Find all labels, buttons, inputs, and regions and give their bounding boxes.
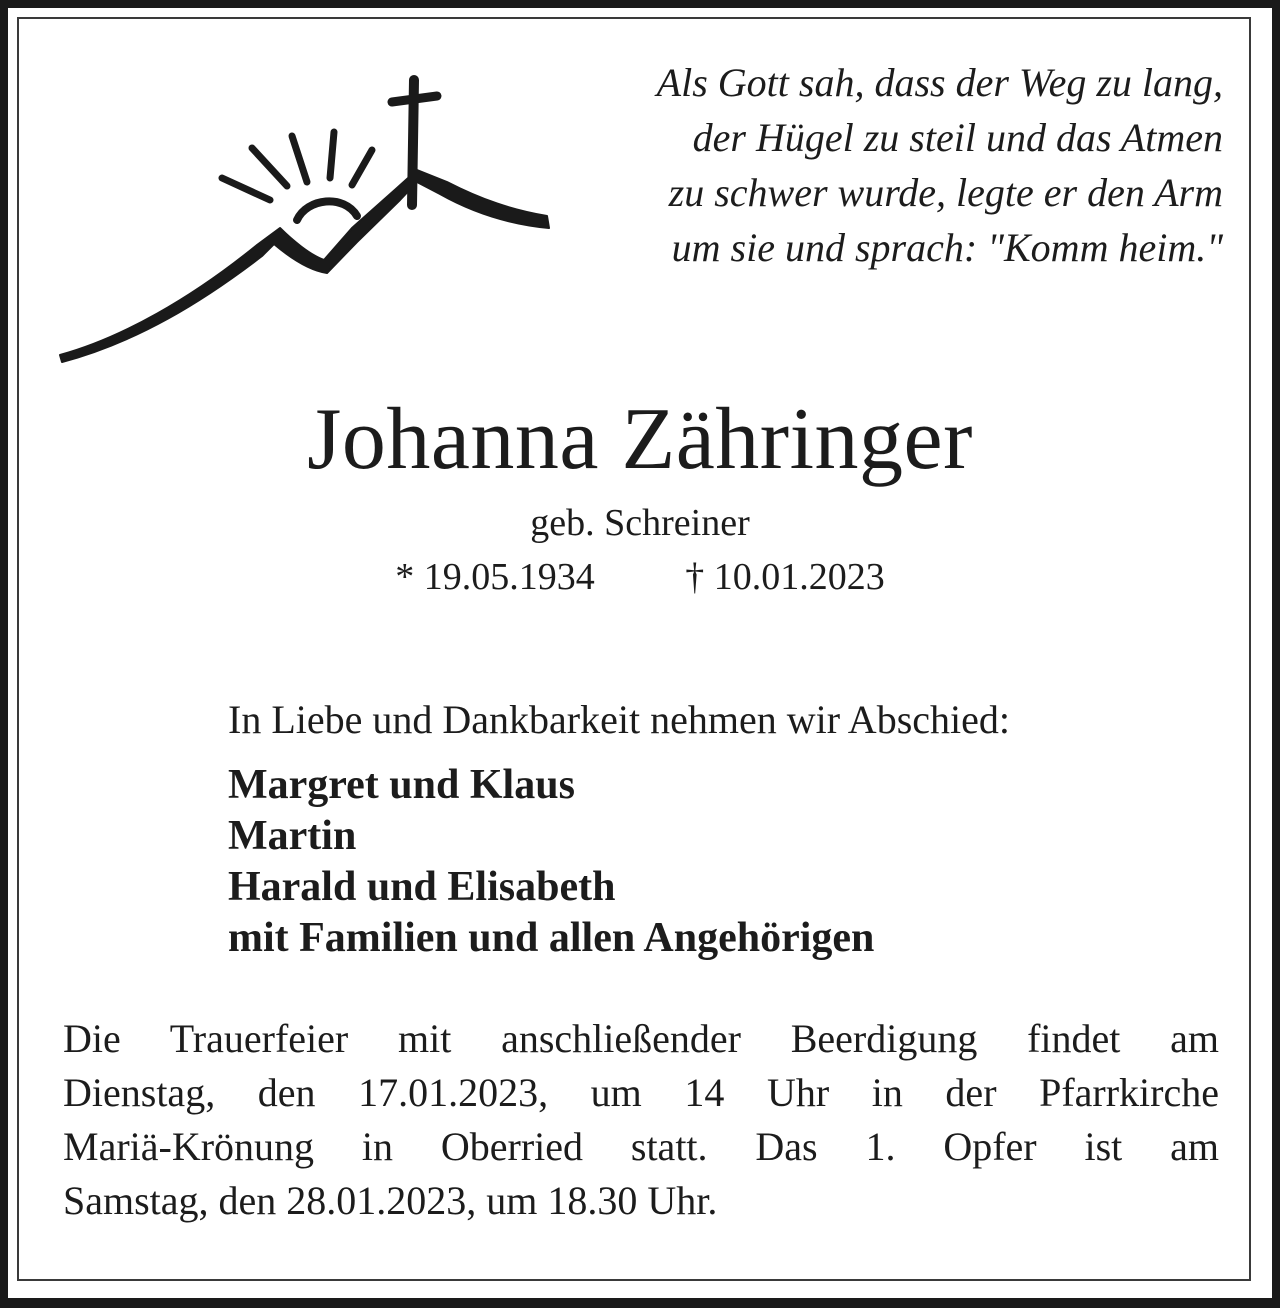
ceremony-line: Dienstag, den 17.01.2023, um 14 Uhr in der Pfarrkirche xyxy=(63,1070,1219,1115)
ceremony-notice xyxy=(63,1012,1219,1228)
ceremony-line: Samstag, den 28.01.2023, um 18.30 Uhr. xyxy=(63,1178,718,1223)
ceremony-line: Mariä-Krönung in Oberried statt. Das 1. Opfer ist am xyxy=(63,1124,1219,1169)
birth-date: * 19.05.1934 xyxy=(395,556,595,598)
poem xyxy=(563,55,1223,275)
mourner-entry: Martin xyxy=(228,813,357,859)
death-date: † 10.01.2023 xyxy=(685,556,885,598)
poem-line: um sie und sprach: "Komm heim." xyxy=(671,225,1223,270)
farewell-text: In Liebe und Dankbarkeit nehmen wir Abschied: xyxy=(228,697,1010,742)
mourner-entry: mit Familien und allen Angehörigen xyxy=(228,915,875,961)
mountain-cross-sun-icon xyxy=(52,70,557,365)
mourners-list xyxy=(228,760,874,964)
mourner-entry: Harald und Elisabeth xyxy=(228,864,616,910)
mourner-entry: Margret und Klaus xyxy=(228,762,575,808)
poem-line: Als Gott sah, dass der Weg zu lang, xyxy=(656,60,1223,105)
maiden-name: geb. Schreiner xyxy=(530,502,750,544)
poem-line: zu schwer wurde, legte er den Arm xyxy=(668,170,1223,215)
poem-line: der Hügel zu steil und das Atmen xyxy=(692,115,1223,160)
ceremony-line: Die Trauerfeier mit anschließender Beerdigung findet am xyxy=(63,1016,1219,1061)
life-dates xyxy=(0,554,1280,600)
deceased-name: Johanna Zähringer xyxy=(307,391,973,488)
